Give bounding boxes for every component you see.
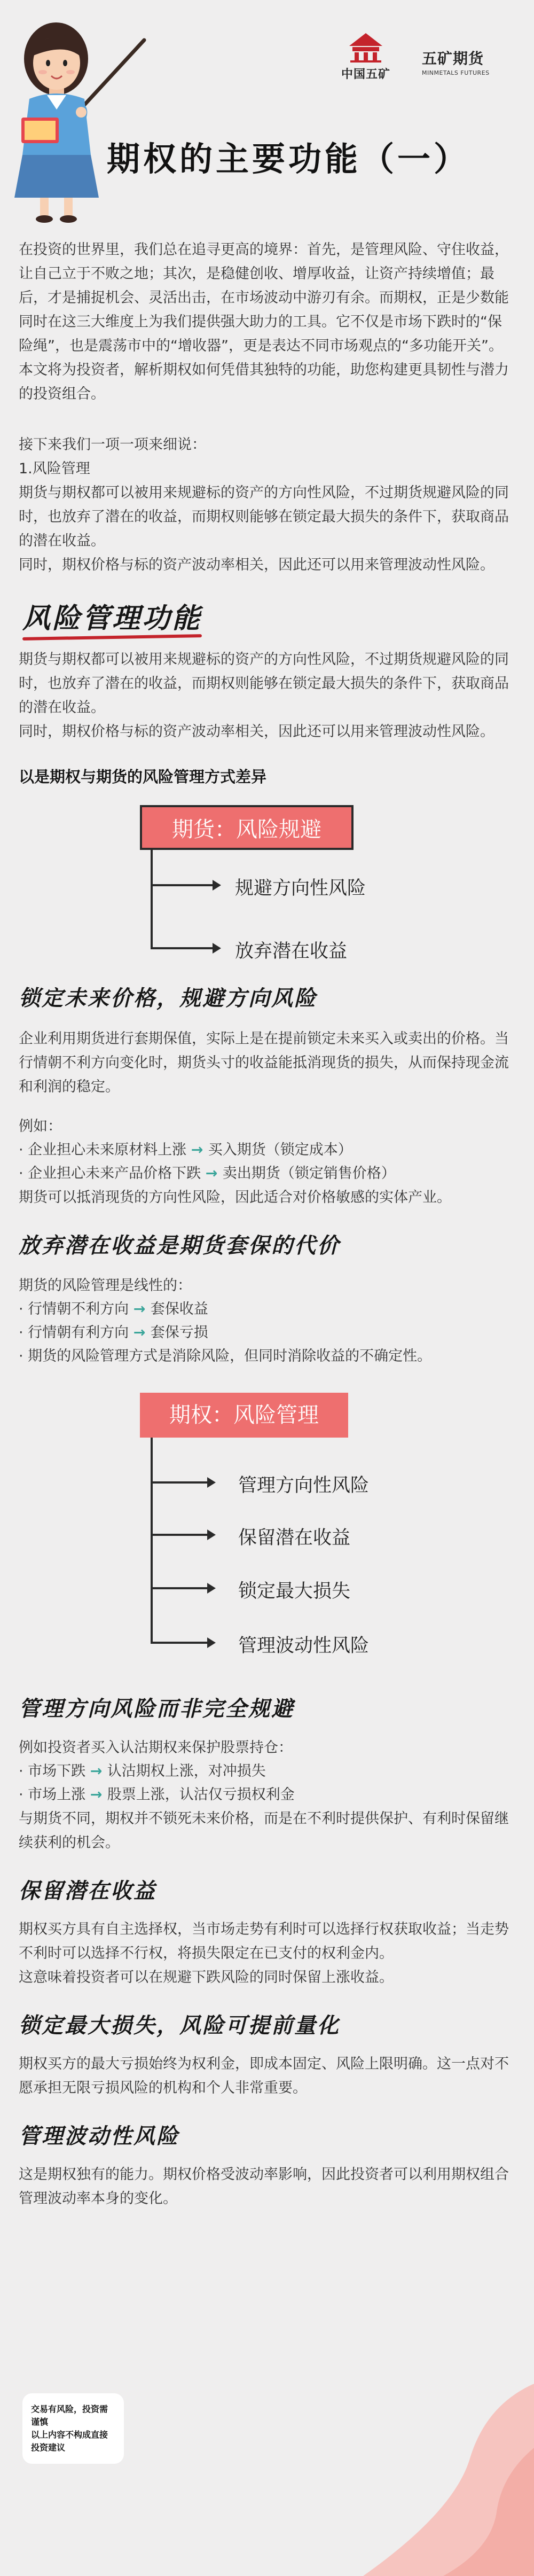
options-tree-box: 期权：风险管理 bbox=[140, 1393, 348, 1438]
teal-arrow-icon: → bbox=[133, 1324, 151, 1341]
futures-tree-branch bbox=[151, 947, 215, 949]
options-tree-item: 管理方向性风险 bbox=[238, 1475, 370, 1496]
intro-section-2 bbox=[0, 433, 534, 577]
giveup-line-3: · 期货的风险管理方式是消除风险，但同时消除收益的不确定性。 bbox=[19, 1348, 432, 1364]
giveup-line-1 bbox=[0, 1298, 534, 1321]
direction-line-1-result: 认沽期权上涨，对冲损失 bbox=[107, 1763, 266, 1779]
lock-paragraph: 企业利用期货进行套期保值，实际上是在提前锁定未来买入或卖出的价格。当行情朝不利方向变化时，期货头寸的收益能抵消现货的损失，从而保持现金流和利润的稳定。 bbox=[19, 1031, 509, 1095]
options-tree-item: 管理波动性风险 bbox=[238, 1635, 370, 1657]
risk-heading bbox=[22, 596, 202, 636]
intro-lead: 接下来我们一项一项来细说： bbox=[19, 436, 206, 453]
teal-arrow-icon: → bbox=[90, 1786, 107, 1803]
logo-mf-en-text: MINMETALS FUTURES bbox=[422, 69, 490, 76]
giveup-line-2-result: 套保亏损 bbox=[150, 1324, 208, 1341]
page-title: 期权的主要功能（一） bbox=[106, 139, 470, 178]
disclaimer-line-1: 交易有风险，投资需谨慎 bbox=[31, 2404, 108, 2427]
risk-heading-text: 风险管理功能 bbox=[22, 602, 202, 635]
options-tree-branch bbox=[151, 1642, 209, 1644]
direction-line-2-result: 股票上涨，认沽仅亏损权利金 bbox=[107, 1786, 295, 1803]
giveup-lead: 期货的风险管理是线性的： bbox=[19, 1277, 192, 1294]
options-tree-branch bbox=[151, 1534, 209, 1536]
lock-example-2 bbox=[0, 1162, 534, 1185]
minmetals-futures-logo bbox=[422, 47, 507, 76]
direction-line-1-cause: · 市场下跌 bbox=[19, 1763, 86, 1779]
teal-arrow-icon: → bbox=[191, 1142, 208, 1158]
lock-example-1-cause: · 企业担心未来原材料上涨 bbox=[19, 1142, 187, 1158]
direction-line-2-cause: · 市场上涨 bbox=[19, 1786, 86, 1803]
vol-paragraph: 这是期权独有的能力。期权价格受波动率影响，因此投资者可以利用期权组合管理波动率本身的变化。 bbox=[19, 2166, 509, 2207]
options-tree bbox=[0, 1393, 534, 1671]
options-tree-item: 保留潜在收益 bbox=[238, 1527, 351, 1549]
giveup-line-2 bbox=[0, 1321, 534, 1345]
options-tree-arrow-icon bbox=[207, 1637, 216, 1648]
futures-tree bbox=[0, 805, 534, 981]
teal-arrow-icon: → bbox=[90, 1763, 107, 1779]
direction-line-1 bbox=[0, 1760, 534, 1783]
logo-mf-text: 五矿期货 bbox=[422, 50, 484, 67]
giveup-heading: 放弃潜在收益是期货套保的代价 bbox=[19, 1233, 340, 1258]
futures-tree-arrow-icon bbox=[213, 943, 221, 954]
minmetals-mark-icon bbox=[347, 31, 384, 63]
lock-example-1-action: 买入期货（锁定成本） bbox=[208, 1142, 352, 1158]
intro-paragraph: 在投资的世界里，我们总在追寻更高的境界：首先，是管理风险、守住收益，让自己立于不败之地；其次，是稳健创收、增厚收益，让资产持续增值；最后，才是捕捉机会、灵活出击，在市场波动中游刃有余。而期权，正是少数能同时在这三大维度上为我们提供强大助力的工具。它不仅是市场下跌时的“保险绳”，也是震荡市中的“增收器”，更是表达不同市场观点的“多功能开关”。本文将为投资者，解析期权如何凭借其独特的功能，助您构建更具韧性与潜力的投资组合。 bbox=[19, 241, 509, 402]
lock-example-2-action: 卖出期货（锁定销售价格） bbox=[222, 1165, 396, 1182]
lock-example-label: 例如： bbox=[19, 1118, 62, 1135]
lock-example-2-cause: · 企业担心未来产品价格下跌 bbox=[19, 1165, 201, 1182]
disclaimer-line-2: 以上内容不构成直接投资建议 bbox=[31, 2430, 108, 2453]
intro-body-2: 同时，期权价格与标的资产波动率相关，因此还可以用来管理波动性风险。 bbox=[19, 557, 494, 573]
logo-area bbox=[331, 31, 507, 106]
logo-cn-text: 中国五矿 bbox=[341, 68, 390, 81]
options-tree-arrow-icon bbox=[207, 1529, 216, 1540]
options-tree-branch bbox=[151, 1587, 209, 1589]
futures-tree-box: 期货：风险规避 bbox=[140, 805, 354, 850]
direction-lead: 例如投资者买入认沽期权来保护股票持仓： bbox=[19, 1739, 293, 1756]
giveup-line-2-cause: · 行情朝有利方向 bbox=[19, 1324, 129, 1341]
intro-body: 期货与期权都可以被用来规避标的资产的方向性风险，不过期货规避风险的同时，也放弃了潜在的收益，而期权则能够在锁定最大损失的条件下，获取商品的潜在收益。 bbox=[19, 485, 509, 549]
options-tree-arrow-icon bbox=[207, 1477, 216, 1488]
disclaimer-box bbox=[22, 2393, 124, 2464]
giveup-line-1-result: 套保收益 bbox=[150, 1301, 208, 1317]
options-tree-item: 锁定最大损失 bbox=[238, 1581, 351, 1602]
options-tree-trunk bbox=[151, 1438, 153, 1643]
futures-tree-item: 规避方向性风险 bbox=[235, 878, 366, 899]
giveup-line-1-cause: · 行情朝不利方向 bbox=[19, 1301, 129, 1317]
maxloss-heading: 锁定最大损失，风险可提前量化 bbox=[19, 2013, 340, 2038]
intro-item: 1.风险管理 bbox=[19, 460, 90, 477]
teacher-illustration bbox=[0, 0, 160, 224]
futures-tree-branch bbox=[151, 884, 215, 886]
teal-arrow-icon: → bbox=[133, 1301, 151, 1317]
keep-paragraph-2: 这意味着投资者可以在规避下跌风险的同时保留上涨收益。 bbox=[19, 1969, 394, 1986]
lock-example-1 bbox=[0, 1138, 534, 1162]
keep-paragraph: 期权买方具有自主选择权，当市场走势有利时可以选择行权获取收益；当走势不利时可以选择不行权，将损失限定在已支付的权利金内。 bbox=[19, 1921, 509, 1962]
china-minmetals-logo bbox=[331, 31, 400, 82]
corner-decoration bbox=[363, 2384, 534, 2576]
futures-tree-item: 放弃潜在收益 bbox=[235, 941, 348, 962]
lock-heading: 锁定未来价格，规避方向风险 bbox=[19, 986, 317, 1011]
header bbox=[0, 0, 534, 238]
maxloss-paragraph: 期权买方的最大亏损始终为权利金，即成本固定、风险上限明确。这一点对不愿承担无限亏损风险的机构和个人非常重要。 bbox=[19, 2056, 509, 2096]
direction-heading: 管理方向风险而非完全规避 bbox=[19, 1696, 294, 1721]
direction-paragraph: 与期货不同，期权并不锁死未来价格，而是在不利时提供保护、有利时保留继续获利的机会。 bbox=[19, 1810, 509, 1851]
options-tree-arrow-icon bbox=[207, 1583, 216, 1594]
futures-tree-arrow-icon bbox=[213, 880, 221, 891]
vol-heading: 管理波动性风险 bbox=[19, 2124, 179, 2149]
teal-arrow-icon: → bbox=[205, 1165, 223, 1182]
compare-title: 以是期权与期货的风险管理方式差异 bbox=[19, 768, 267, 786]
risk-body: 期货与期权都可以被用来规避标的资产的方向性风险，不过期货规避风险的同时，也放弃了潜在的收益，而期权则能够在锁定最大损失的条件下，获取商品的潜在收益。 bbox=[19, 651, 509, 716]
risk-heading-underline bbox=[22, 634, 202, 641]
lock-paragraph-2: 期货可以抵消现货的方向性风险，因此适合对价格敏感的实体产业。 bbox=[19, 1189, 451, 1206]
direction-line-2 bbox=[0, 1783, 534, 1807]
risk-body-2: 同时，期权价格与标的资产波动率相关，因此还可以用来管理波动性风险。 bbox=[19, 723, 494, 740]
futures-tree-trunk bbox=[151, 850, 153, 948]
keep-heading: 保留潜在收益 bbox=[19, 1878, 156, 1903]
options-tree-branch bbox=[151, 1481, 209, 1484]
